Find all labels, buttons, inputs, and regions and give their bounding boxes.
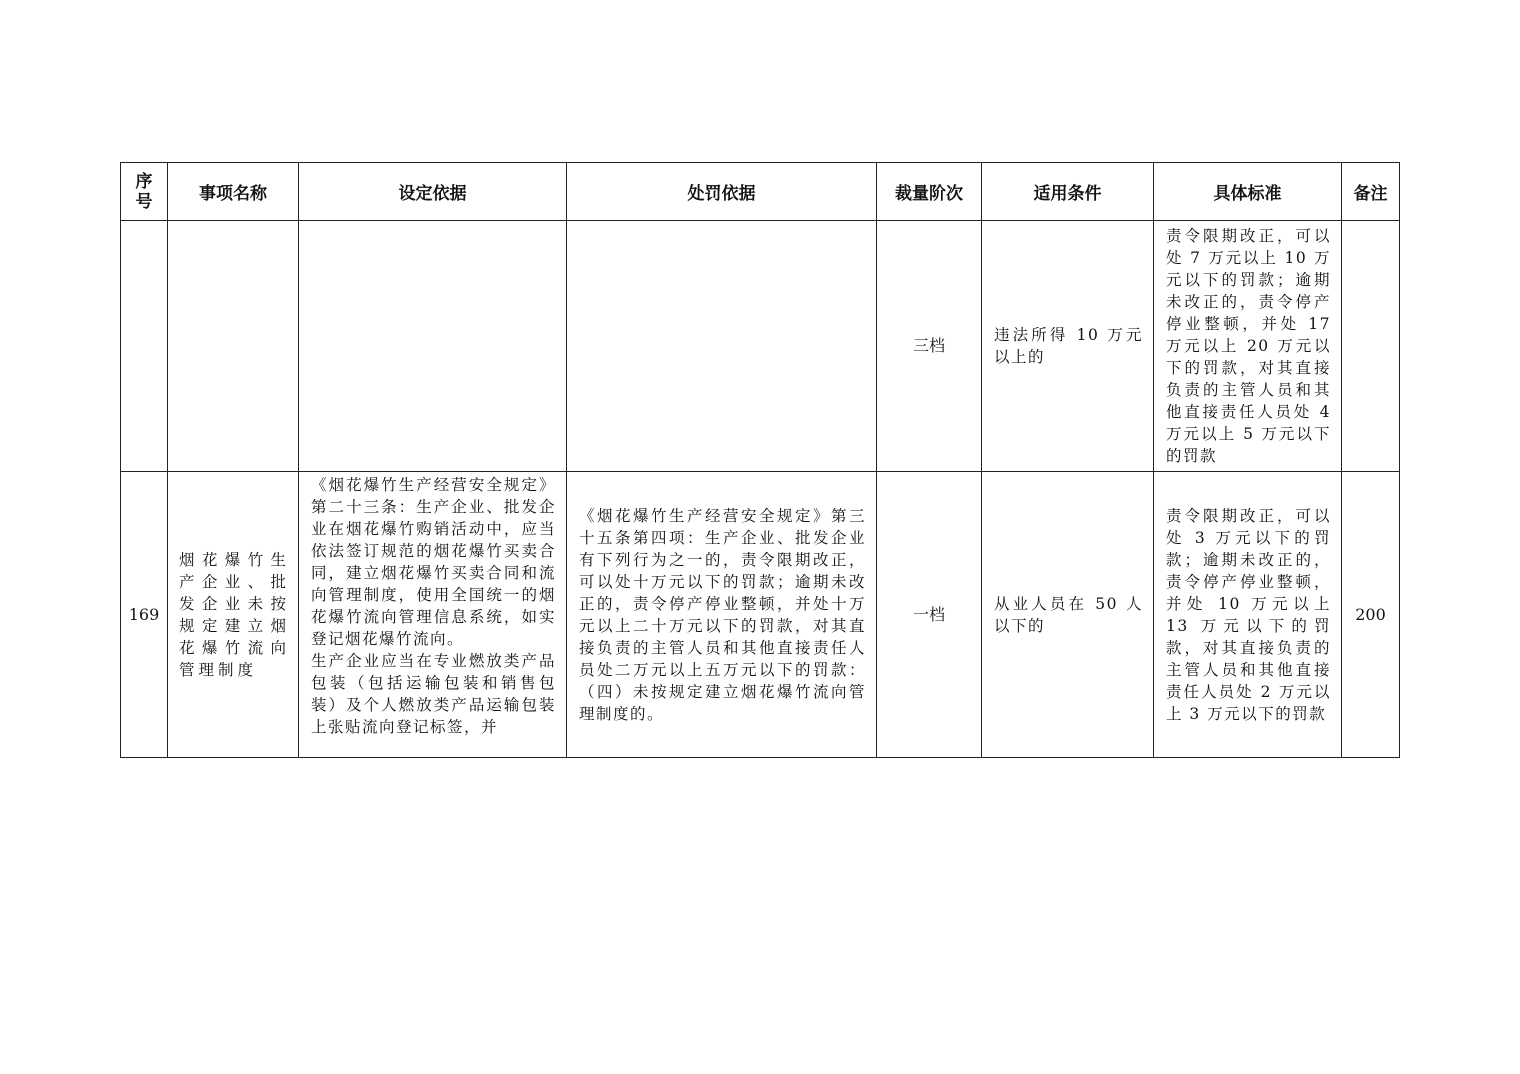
cell-condition-text: 违法所得 10 万元以上的 (994, 326, 1143, 366)
cell-basis (299, 221, 567, 472)
header-condition: 适用条件 (982, 163, 1154, 221)
header-level: 裁量阶次 (877, 163, 982, 221)
cell-level: 一档 (877, 472, 982, 758)
cell-item-name-text (168, 342, 298, 350)
cell-level: 三档 (877, 221, 982, 472)
cell-standard (1154, 472, 1342, 758)
cell-seq: 169 (121, 472, 168, 758)
header-basis: 设定依据 (299, 163, 567, 221)
basis-paragraph-1: 《烟花爆竹生产经营安全规定》第二十三条：生产企业、批发企业在烟花爆竹购销活动中，应当依法签订规范的烟花爆竹买卖合同，建立烟花爆竹买卖合同和流向管理制度，使用全国统一的烟花爆竹流向管理信息系统，如实登记烟花爆竹流向。 (311, 476, 556, 648)
cell-remark (1342, 221, 1400, 472)
cell-standard-text: 责令限期改正，可以处 7 万元以上 10 万元以下的罚款；逾期未改正的，责令停产停业整顿，并处 17 万元以上 20 万元以下的罚款，对其直接负责的主管人员和其他直接责任人员处 4 万元以上 5 万元以下的罚款 (1166, 227, 1331, 465)
cell-standard (1154, 221, 1342, 472)
table-row (121, 472, 1400, 758)
header-item-name: 事项名称 (168, 163, 299, 221)
header-seq (121, 163, 168, 221)
header-standard: 具体标准 (1154, 163, 1342, 221)
cell-penalty-basis-text: 《烟花爆竹生产经营安全规定》第三十五条第四项：生产企业、批发企业有下列行为之一的，责令限期改正，可以处十万元以下的罚款；逾期未改正的，责令停产停业整顿，并处十万元以上二十万元以下的罚款，对其直接负责的主管人员和其他直接责任人员处二万元以上五万元以下的罚款：（四）未按规定建立烟花爆竹流向管理制度的。 (579, 506, 866, 723)
table-row (121, 221, 1400, 472)
cell-basis (299, 472, 567, 758)
cell-basis-text (299, 342, 566, 350)
cell-condition (982, 472, 1154, 758)
basis-paragraph-2: 生产企业应当在专业燃放类产品包装（包括运输包装和销售包装）及个人燃放类产品运输包装上张贴流向登记标签，并 (311, 652, 556, 736)
cell-item-name (168, 221, 299, 472)
header-row (121, 163, 1400, 221)
cell-condition (982, 221, 1154, 472)
cell-item-name (168, 472, 299, 758)
header-remark: 备注 (1342, 163, 1400, 221)
cell-penalty-basis (567, 221, 877, 472)
cell-remark: 200 (1342, 472, 1400, 758)
cell-standard-text: 责令限期改正，可以处 3 万元以下的罚款；逾期未改正的，责令停产停业整顿，并处 10 万元以上 13 万元以下的罚款，对其直接负责的主管人员和其他直接责任人员处 2 万元以上 3 万元以下的罚款 (1166, 506, 1331, 723)
cell-seq (121, 221, 168, 472)
cell-penalty-basis-text (567, 342, 876, 350)
cell-penalty-basis (567, 472, 877, 758)
cell-condition-text: 从业人员在 50 人以下的 (994, 594, 1143, 635)
cell-item-name-text: 烟花爆竹生产企业、批发企业未按规定建立烟花爆竹流向管理制度 (179, 550, 290, 679)
header-seq-label: 序 号 (135, 171, 153, 212)
header-penalty-basis: 处罚依据 (567, 163, 877, 221)
penalty-standard-table (120, 162, 1400, 758)
cell-basis-text (299, 472, 566, 757)
